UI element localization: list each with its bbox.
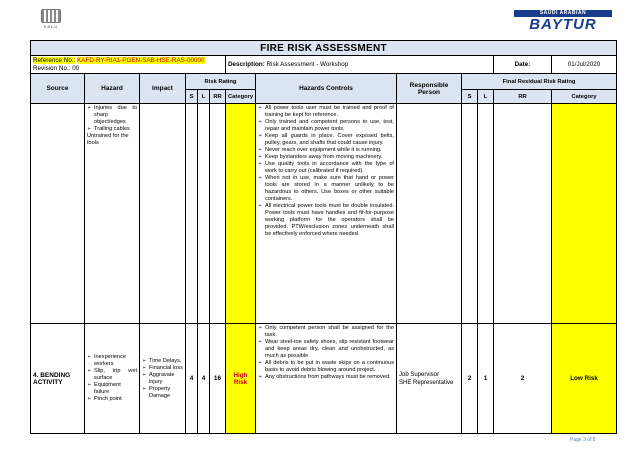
row2-s: 4 xyxy=(186,324,198,434)
logo-mark-icon xyxy=(41,9,61,23)
col-category: Category xyxy=(226,90,256,104)
row1-hazards xyxy=(85,104,140,324)
list-item: ➢ Trailing cables xyxy=(87,126,137,133)
col-hazards-controls: Hazards Controls xyxy=(256,74,397,104)
company-logo-right xyxy=(514,10,612,32)
row1-hazard-tail: Untrained for the tools xyxy=(87,133,129,146)
row2-source: 4. BENDING ACTIVITY xyxy=(31,324,85,434)
col-risk-rating: Risk Rating xyxy=(186,74,256,90)
list-item: ➢ All electrical power tools must be double insulated. Power tools must have handles and fit-for-purpose working platform for the operators shall be provided. PTW/exclusion zones underneath shall be effectively enforced where needed. xyxy=(258,203,394,238)
list-item: ➢ Slip, trip wet surface xyxy=(87,368,137,382)
row2-hazards xyxy=(85,324,140,434)
date-value: 01/Jul/2020 xyxy=(552,56,617,74)
list-item: ➢ Injuries due to sharp object/edges xyxy=(87,105,137,126)
col-responsible-person: Responsible Person xyxy=(397,74,462,104)
table-row xyxy=(31,104,617,324)
page-number: Page 3 of 8 xyxy=(570,437,596,443)
risk-assessment-table xyxy=(30,40,617,434)
col-final-s: S xyxy=(462,90,478,104)
list-item: ➢ Any obstructions from pathways must be removed. xyxy=(258,374,394,381)
logo-right-brand: BAYTUR xyxy=(529,16,597,33)
table-row xyxy=(31,324,617,434)
list-item: ➢ Only competent person shall be assigned for the task. xyxy=(258,325,394,339)
row1-l xyxy=(198,104,210,324)
col-source: Source xyxy=(31,74,85,104)
row2-final-category-badge: Low Risk xyxy=(552,324,617,434)
list-item: ➢ Inexperience workers xyxy=(87,354,137,368)
row1-impact xyxy=(140,104,186,324)
row1-final-l xyxy=(478,104,494,324)
description-value: Risk Assessment - Workshop xyxy=(266,61,349,68)
col-l: L xyxy=(198,90,210,104)
list-item: ➢ Equipment failure xyxy=(87,382,137,396)
list-item: ➢ All power tools user must be trained and proof of training be kept for reference. xyxy=(258,105,394,119)
list-item: ➢ Time Delays, xyxy=(142,358,183,365)
list-item: ➢ Financial loss xyxy=(142,365,183,372)
col-final-l: L xyxy=(478,90,494,104)
row1-category xyxy=(226,104,256,324)
revision-number: Revision No.: 00 xyxy=(33,64,80,72)
row2-l: 4 xyxy=(198,324,210,434)
row1-final-category xyxy=(552,104,617,324)
list-item: ➢ All debris to be put in waste skips on a continuous basis to avoid debris blowing around project. xyxy=(258,360,394,374)
row2-category-badge: High Risk xyxy=(226,324,256,434)
row1-controls xyxy=(256,104,397,324)
col-impact: Impact xyxy=(140,74,186,104)
description-label: Description: xyxy=(228,61,265,68)
list-item: ➢ When not in use, make sure that hand or power tools are stored in a manner unlikely to be hazardous to others. Use boxes or other suitable containers. xyxy=(258,175,394,203)
logo-left-text: KALU xyxy=(43,24,59,29)
col-final-rr: RR xyxy=(494,90,552,104)
row1-final-s xyxy=(462,104,478,324)
list-item: ➢ Use quality tools in accordance with the type of work to carry out (calibrated if required). xyxy=(258,161,394,175)
list-item: ➢ Keep all guards in place. Cover exposed belts, pulley, gears, and shafts that could cause injury. xyxy=(258,133,394,147)
list-item: ➢ Aggravate injury xyxy=(142,372,183,386)
page-title: FIRE RISK ASSESSMENT xyxy=(31,41,617,56)
col-final-category: Category xyxy=(552,90,617,104)
responsible-1: Job Supervisor xyxy=(399,371,440,378)
row1-final-rr xyxy=(494,104,552,324)
list-item: ➢ Wear steel-toe safety shoes, slip resistant footwear and keep areas dry, clean and unobstructed, as much as possible xyxy=(258,339,394,360)
row1-source xyxy=(31,104,85,324)
reference-code: KAFD-RY-RIA1-PGEN-SAB-HSE-RAS-00000 xyxy=(77,57,205,64)
row1-responsible xyxy=(397,104,462,324)
list-item: ➢ Never reach over equipment while it is running. xyxy=(258,147,394,154)
row2-final-s: 2 xyxy=(462,324,478,434)
row2-final-rr: 2 xyxy=(494,324,552,434)
col-rr: RR xyxy=(210,90,226,104)
row2-rr: 16 xyxy=(210,324,226,434)
list-item: ➢ Pinch point xyxy=(87,396,137,403)
row1-rr xyxy=(210,104,226,324)
description-block xyxy=(226,56,494,74)
reference-block xyxy=(31,56,226,74)
row2-impact xyxy=(140,324,186,434)
list-item: ➢ Only trained and competent persons to use, test, repair and maintain power tools. xyxy=(258,119,394,133)
row1-s xyxy=(186,104,198,324)
row2-responsible xyxy=(397,324,462,434)
company-logo-left xyxy=(34,9,68,31)
responsible-2: SHE Representative xyxy=(399,379,454,386)
list-item: ➢ Property Damage xyxy=(142,386,183,400)
col-hazard: Hazard xyxy=(85,74,140,104)
list-item: ➢ Keep bystanders away from moving machinery. xyxy=(258,154,394,161)
reference-label: Reference No.: xyxy=(33,57,76,64)
date-label: Date: xyxy=(494,56,552,74)
logo-right-top: SAUDI ARABIAN xyxy=(514,10,612,17)
row2-final-l: 1 xyxy=(478,324,494,434)
col-final-residual-risk: Final Residual Risk Rating xyxy=(462,74,617,90)
row2-controls xyxy=(256,324,397,434)
col-s: S xyxy=(186,90,198,104)
